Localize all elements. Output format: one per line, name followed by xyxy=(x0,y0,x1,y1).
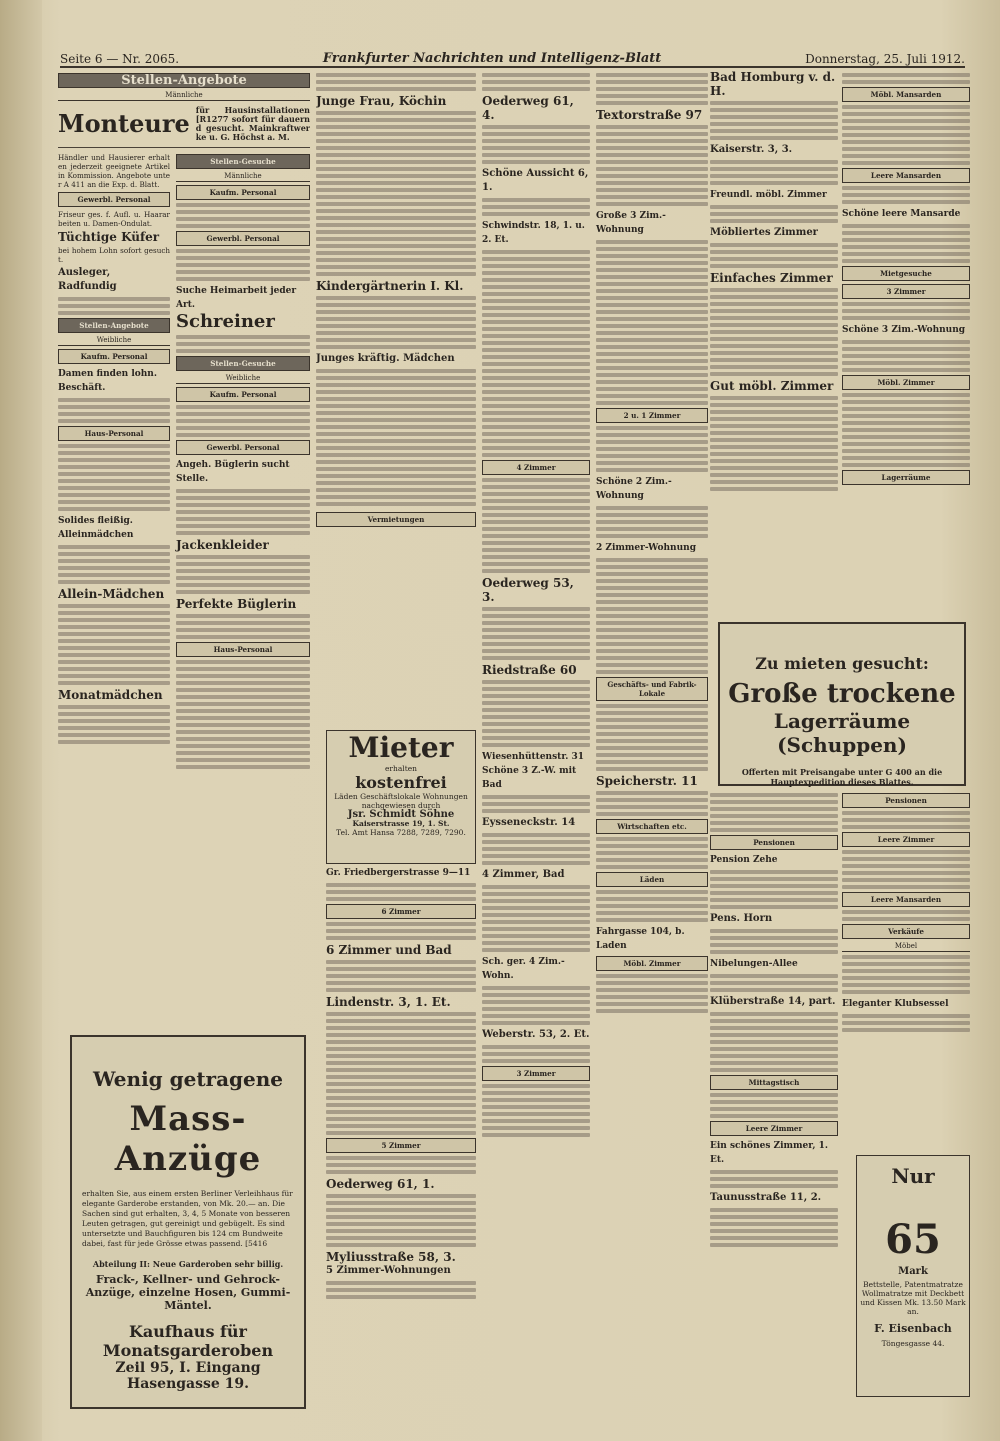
ad-freundl-zimmer: Freundl. möbl. Zimmer xyxy=(710,190,827,200)
ad-friseur: Friseur ges. f. Aufl. u. Haararbeiten u. Damen-Ondulat. xyxy=(58,210,170,228)
ad-mass-anzuege-text: erhalten Sie, aus einem ersten Berliner Verleihhaus für elegante Garderobe erstanden, von Mk. 20.— an. Die Sachen sind gut erhalten, 3, 4, 5 Monate von besseren Leuten getragen, gut gereinigt und gebügelt. Es sind untersetzte und Bauchfiguren bis 124 cm Bundweite dabei, fast für jede Grösse etwas passend. [5416 xyxy=(82,1189,293,1248)
ad-bad-homburg: Bad Homburg v. d. H. xyxy=(710,70,836,98)
ad-bettstelle-text: Bettstelle, Patentmatratze Wollmatratze mit Deckbett und Kissen Mk. 13.50 Mark an. xyxy=(860,1280,966,1316)
monteure-heading: Monteure xyxy=(58,109,190,138)
section-5-zimmer: 5 Zimmer xyxy=(326,1138,476,1153)
ad-mass-anzuege xyxy=(70,1035,306,1409)
ad-damen: Damen finden lohn. Beschäft. xyxy=(58,369,157,393)
ad-einfaches-zimmer: Einfaches Zimmer xyxy=(710,271,833,285)
page-number: Seite 6 — Nr. 2065. xyxy=(60,52,180,66)
ad-lindenstr: Lindenstr. 3, 1. Et. xyxy=(326,995,451,1009)
ad-mieter-kostenfrei: kostenfrei xyxy=(355,773,447,792)
ad-buegler: Angeh. Büglerin sucht Stelle. xyxy=(176,460,290,484)
section-6-zimmer: 6 Zimmer xyxy=(326,904,476,919)
page-edge xyxy=(0,0,42,1441)
section-wirtschaften: Wirtschaften etc. xyxy=(596,819,708,834)
ad-schoenes-zimmer: Ein schönes Zimmer, 1. Et. xyxy=(710,1141,829,1165)
ad-bettstelle-price: 65 xyxy=(885,1216,941,1263)
ad-sch-ger-4-zim: Sch. ger. 4 Zim.-Wohn. xyxy=(482,957,565,981)
section-geschaefts-lokale: Geschäfts- und Fabrik-Lokale xyxy=(596,677,708,701)
ad-taunusstrasse: Taunusstraße 11, 2. xyxy=(710,1192,822,1203)
ad-speicherstr: Speicherstr. 11 xyxy=(596,774,698,788)
ad-oederweg-53: Oederweg 53, 3. xyxy=(482,576,574,604)
ad-schoene-3-zim: Schöne 3 Zim.-Wohnung xyxy=(842,325,966,335)
ad-3-zimmer-bad: Schöne 3 Z.-W. mit Bad xyxy=(482,766,577,790)
ad-moebliertes-zimmer: Möbliertes Zimmer xyxy=(710,227,818,238)
section-laeden: Läden xyxy=(596,872,708,887)
ad-mass-anzuege-items: Frack-, Kellner- und Gehrock-Anzüge, einzelne Hosen, Gummi-Mäntel. xyxy=(85,1273,291,1312)
ad-kuefer-text: bei hohem Lohn sofort gesucht. xyxy=(58,246,170,264)
ad-kaiserstr: Kaiserstr. 3, 3. xyxy=(710,144,793,155)
ad-perfekte-buegler: Perfekte Büglerin xyxy=(176,597,297,611)
ad-eyssenecker: Eysseneckstr. 14 xyxy=(482,817,576,828)
ad-solides: Solides fleißig. Alleinmädchen xyxy=(58,516,134,540)
ad-bettstelle-nur: Nur xyxy=(891,1164,935,1188)
ad-kuefer: Tüchtige Küfer xyxy=(58,230,160,244)
ad-haendler: Händler und Hausierer erhalten jederzeit geeignete Artikel in Kommission. Angebote unter A 411 an die Exp. d. Blatt. xyxy=(58,153,170,189)
ad-bettstelle-firm: F. Eisenbach xyxy=(874,1322,952,1335)
ad-mieter-title: Mieter xyxy=(348,731,454,764)
ad-weberstr: Weberstr. 53, 2. Et. xyxy=(482,1029,590,1040)
section-stellen-gesuche: Stellen-Gesuche xyxy=(176,154,310,169)
ad-klueberstr: Klüberstraße 14, part. xyxy=(710,996,836,1007)
ad-lager-line4: Offerten mit Preisangabe unter G 400 an die Hauptexpedition dieses Blattes. xyxy=(741,767,943,787)
section-moebl-zimmer: Möbl. Zimmer xyxy=(596,956,708,971)
column-2-lower xyxy=(326,866,476,1396)
ad-mieter-firm: Jsr. Schmidt Söhne xyxy=(347,809,455,820)
ad-mieter-sub: erhalten xyxy=(384,764,417,773)
column-3 xyxy=(482,70,708,1400)
ad-fahrgasse: Fahrgasse 104, b. Laden xyxy=(596,927,685,951)
ad-schoene-2-zim: Schöne 2 Zim.-Wohnung xyxy=(596,477,672,501)
ad-monatmaedchen: Monatmädchen xyxy=(58,688,163,702)
section-moebl-zimmer-2: Möbl. Zimmer xyxy=(842,375,970,390)
section-sub-moebel: Möbel xyxy=(842,942,970,952)
page-header xyxy=(60,44,965,68)
ad-lagerraeume xyxy=(718,622,966,786)
ad-pension-zehe: Pension Zehe xyxy=(710,855,778,865)
section-leere-mansarden: Leere Mansarden xyxy=(842,168,970,183)
section-sub-maennliche-2: Männliche xyxy=(176,172,310,182)
section-stellen-gesuche-2: Stellen-Gesuche xyxy=(176,356,310,371)
section-2-u-1-zimmer: 2 u. 1 Zimmer xyxy=(596,408,708,423)
ad-grosse-3-zim: Große 3 Zim.-Wohnung xyxy=(596,211,666,235)
section-pensionen: Pensionen xyxy=(710,835,838,850)
section-leere-zimmer: Leere Zimmer xyxy=(710,1121,838,1136)
section-kaufm-personal-3: Kaufm. Personal xyxy=(176,387,310,402)
ad-mass-anzuege-firm: Kaufhaus für Monatsgarderoben xyxy=(102,1322,274,1360)
section-sub-weibliche-2: Weibliche xyxy=(176,374,310,384)
ad-mieter-tel: Tel. Amt Hansa 7288, 7289, 7290. xyxy=(336,828,466,837)
section-kaufm-personal-2: Kaufm. Personal xyxy=(176,185,310,200)
ad-lager-line1: Zu mieten gesucht: xyxy=(755,654,929,673)
section-gewerbl-personal: Gewerbl. Personal xyxy=(58,192,170,207)
ad-mass-anzuege-title: Mass-Anzüge xyxy=(114,1099,262,1179)
section-leere-mansarden-2: Leere Mansarden xyxy=(842,892,970,907)
ad-bettstelle xyxy=(856,1155,970,1397)
ad-junge-frau: Junge Frau, Köchin xyxy=(316,94,447,108)
section-stellen-angebote-2: Stellen-Angebote xyxy=(58,318,170,333)
ad-bettstelle-addr: Töngesgasse 44. xyxy=(881,1339,945,1348)
column-5-lower xyxy=(710,790,838,1395)
ad-mieter xyxy=(326,730,476,864)
section-pensionen-2: Pensionen xyxy=(842,793,970,808)
ad-mass-anzuege-addr: Zeil 95, I. Eingang Hasengasse 19. xyxy=(115,1360,261,1392)
monteure-ad xyxy=(58,104,310,144)
section-mietgesuche: Mietgesuche xyxy=(842,266,970,281)
ad-pens-horn: Pens. Horn xyxy=(710,913,773,924)
ad-schreiner: Schreiner xyxy=(176,311,275,332)
section-lagerraeume: Lagerräume xyxy=(842,470,970,485)
ad-riedstrasse: Riedstraße 60 xyxy=(482,663,577,677)
section-sub-maennliche: Männliche xyxy=(58,91,310,101)
ad-schoene-leere-mansarde: Schöne leere Mansarde xyxy=(842,209,961,219)
ad-schoene-aussicht: Schöne Aussicht 6, 1. xyxy=(482,168,589,193)
ad-friedberger: Gr. Friedbergerstrasse 9—11 xyxy=(326,868,471,878)
section-mittagstisch: Mittagstisch xyxy=(710,1075,838,1090)
ad-bettstelle-mark: Mark xyxy=(898,1266,928,1277)
ad-mass-anzuege-line1: Wenig getragene xyxy=(92,1067,284,1091)
ad-junges-maedchen: Junges kräftig. Mädchen xyxy=(316,353,455,364)
newspaper-title: Frankfurter Nachrichten und Intelligenz-Blatt xyxy=(322,51,662,66)
ad-kindergaertnerin: Kindergärtnerin I. Kl. xyxy=(316,279,464,293)
ad-4-zimmer-bad: 4 Zimmer, Bad xyxy=(482,869,565,880)
ad-heimarbeit: Suche Heimarbeit jeder Art. xyxy=(176,286,297,310)
section-3-zimmer: 3 Zimmer xyxy=(482,1066,590,1081)
ad-2-zimmer-wohnung: 2 Zimmer-Wohnung xyxy=(596,543,696,553)
ad-nibelungen: Nibelungen-Allee xyxy=(710,959,798,969)
section-kaufm-personal: Kaufm. Personal xyxy=(58,349,170,364)
section-vermietungen: Vermietungen xyxy=(316,512,476,527)
ad-mieter-text: Läden Geschäftslokale Wohnungen nachgewiesen durch xyxy=(334,792,468,810)
section-haus-personal-2: Haus-Personal xyxy=(176,642,310,657)
section-sub-weibliche: Weibliche xyxy=(58,336,170,346)
ad-5-zimmer-wohnungen: 5 Zimmer-Wohnungen xyxy=(326,1265,451,1276)
section-moebl-mansarden: Möbl. Mansarden xyxy=(842,87,970,102)
monteure-text: für Hausinstallationen [R1277 sofort für dauernd gesucht. Mainkraftwerke u. G. Höchst a. M. xyxy=(195,105,310,142)
ad-mass-anzuege-abteilung: Abteilung II: Neue Garderoben sehr billig. xyxy=(92,1259,284,1269)
ad-wiesenhuetten: Wiesenhüttenstr. 31 xyxy=(482,752,585,762)
section-4-zimmer: 4 Zimmer xyxy=(482,460,590,475)
ad-mieter-addr: Kaiserstrasse 19, 1. St. xyxy=(352,819,450,828)
ad-mylius: Myliusstraße 58, 3. xyxy=(326,1250,456,1264)
ad-lager-line3: Lagerräume (Schuppen) xyxy=(773,709,911,757)
ad-lager-line2: Große trockene xyxy=(728,679,956,709)
section-gewerbl-personal-2: Gewerbl. Personal xyxy=(176,231,310,246)
section-3-zimmer-2: 3 Zimmer xyxy=(842,284,970,299)
section-haus-personal: Haus-Personal xyxy=(58,426,170,441)
ad-ausleger: Ausleger, Radfundig xyxy=(58,267,117,292)
ad-textorstrasse: Textorstraße 97 xyxy=(596,108,703,122)
ad-oederweg-61-4: Oederweg 61, 4. xyxy=(482,94,574,122)
ad-allein: Allein-Mädchen xyxy=(58,587,165,601)
ad-gut-moebl-zimmer: Gut möbl. Zimmer xyxy=(710,379,834,393)
ad-oederweg-61: Oederweg 61, 1. xyxy=(326,1177,435,1191)
ad-6-zimmer-bad: 6 Zimmer und Bad xyxy=(326,943,452,957)
section-gewerbl-personal-3: Gewerbl. Personal xyxy=(176,440,310,455)
issue-date: Donnerstag, 25. Juli 1912. xyxy=(805,52,965,66)
section-verkaeufe: Verkäufe xyxy=(842,924,970,939)
ad-jackenkleider: Jackenkleider xyxy=(176,538,269,552)
section-leere-zimmer-2: Leere Zimmer xyxy=(842,832,970,847)
column-6-lower xyxy=(842,790,970,1152)
section-stellen-angebote: Stellen-Angebote xyxy=(58,73,310,88)
ad-eleganter-klubsessel: Eleganter Klubsessel xyxy=(842,999,949,1009)
ad-schwindstr: Schwindstr. 18, 1. u. 2. Et. xyxy=(482,221,585,245)
